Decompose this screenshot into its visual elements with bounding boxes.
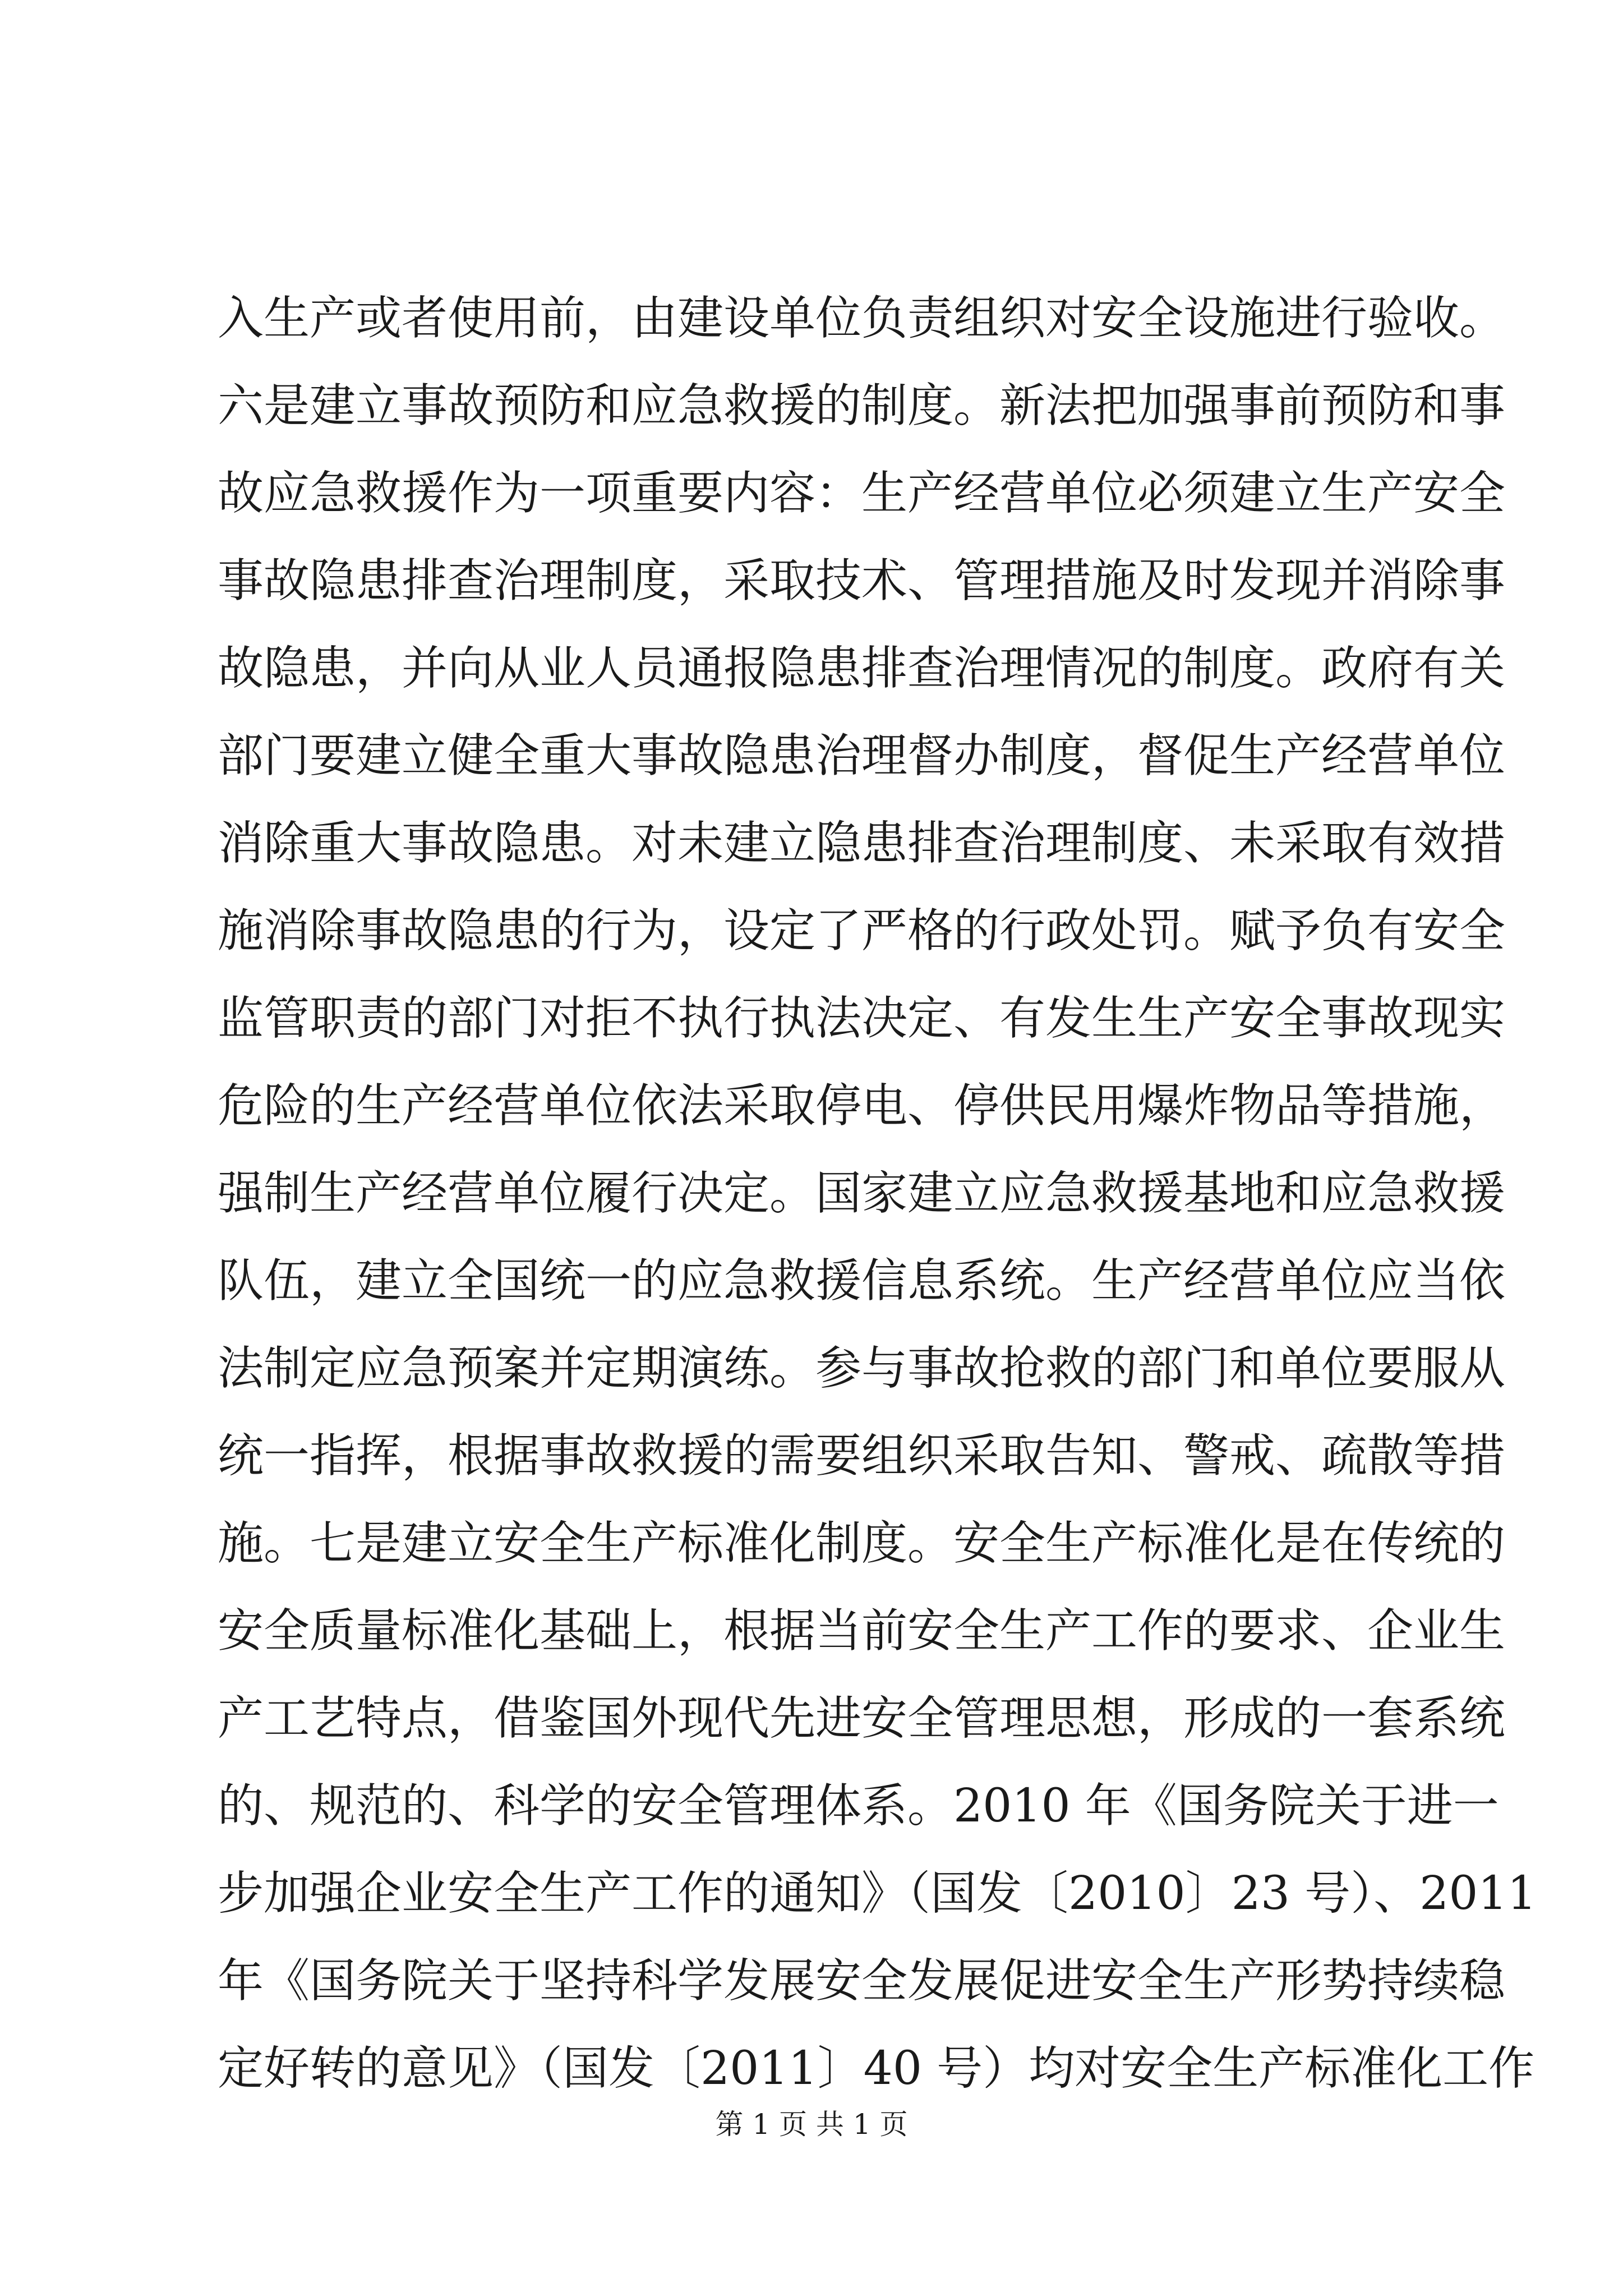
text-line: 监管职责的部门对拒不执行执法决定、有发生生产安全事故现实	[218, 992, 1506, 1045]
text-line: 安全质量标准化基础上，根据当前安全生产工作的要求、企业生	[218, 1604, 1506, 1658]
text-line: 法制定应急预案并定期演练。参与事故抢救的部门和单位要服从	[218, 1342, 1506, 1395]
text-line: 施消除事故隐患的行为，设定了严格的行政处罚。赋予负有安全	[218, 904, 1506, 958]
text-line: 六是建立事故预防和应急救援的制度。新法把加强事前预防和事	[218, 379, 1506, 432]
text-line: 定好转的意见》（国发〔2011〕40 号）均对安全生产标准化工作	[218, 2042, 1535, 2095]
text-line: 产工艺特点，借鉴国外现代先进安全管理思想，形成的一套系统	[218, 1692, 1506, 1745]
text-line: 的、规范的、科学的安全管理体系。2010 年《国务院关于进一	[218, 1779, 1499, 1833]
text-line: 施。七是建立安全生产标准化制度。安全生产标准化是在传统的	[218, 1517, 1506, 1570]
text-line: 事故隐患排查治理制度，采取技术、管理措施及时发现并消除事	[218, 554, 1506, 608]
text-line: 故应急救援作为一项重要内容：生产经营单位必须建立生产安全	[218, 467, 1506, 520]
text-line: 队伍，建立全国统一的应急救援信息系统。生产经营单位应当依	[218, 1254, 1506, 1308]
text-line: 强制生产经营单位履行决定。国家建立应急救援基地和应急救援	[218, 1167, 1506, 1220]
text-line: 消除重大事故隐患。对未建立隐患排查治理制度、未采取有效措	[218, 817, 1506, 870]
text-line: 危险的生产经营单位依法采取停电、停供民用爆炸物品等措施，	[218, 1079, 1506, 1133]
page-number-label: 第 1 页 共 1 页	[715, 2108, 908, 2141]
text-line: 步加强企业安全生产工作的通知》（国发〔2010〕23 号）、2011	[218, 1867, 1537, 1920]
text-line: 部门要建立健全重大事故隐患治理督办制度，督促生产经营单位	[218, 729, 1506, 783]
text-line: 入生产或者使用前，由建设单位负责组织对安全设施进行验收。	[218, 292, 1506, 345]
page-footer	[0, 2105, 1623, 2144]
body-text	[218, 275, 1537, 2113]
text-line: 统一指挥，根据事故救援的需要组织采取告知、警戒、疏散等措	[218, 1429, 1506, 1483]
text-line: 年《国务院关于坚持科学发展安全发展促进安全生产形势持续稳	[218, 1954, 1506, 2008]
text-line: 故隐患，并向从业人员通报隐患排查治理情况的制度。政府有关	[218, 642, 1506, 695]
